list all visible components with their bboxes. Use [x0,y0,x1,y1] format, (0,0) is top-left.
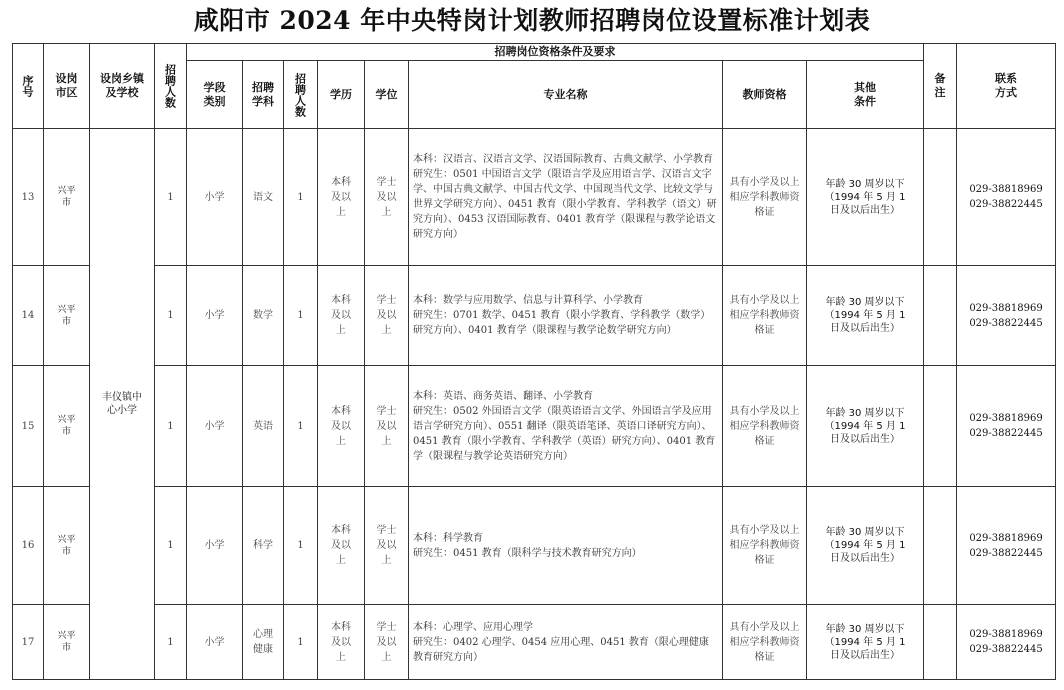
header-stage: 学段类别 [187,61,243,129]
recruitment-table [12,43,1056,680]
cell-other: 年龄 30 周岁以下（1994 年 5 月 1 日及以后出生） [807,266,924,366]
cell-major: 本科：英语、商务英语、翻译、小学教育 研究生：0502 外国语言文学（限英语语言文学、外国语言学及应用语言学研究方向）、0551 翻译（限英语笔译、英语口译研究方向）、0451 教育（限小学教育、学科教学（英语）研究方向）、0401 教育学（限课程与教学论英语研究方向） [409,366,723,487]
cell-count: 1 [155,266,187,366]
cell-education: 本科及以上 [318,605,365,680]
cell-stage: 小学 [187,366,243,487]
cell-education: 本科及以上 [318,266,365,366]
cell-education: 本科及以上 [318,487,365,605]
cell-school: 丰仪镇中心小学 [90,129,155,680]
header-degree: 学位 [365,61,409,129]
cell-stage: 小学 [187,129,243,266]
cell-teacher-qual: 具有小学及以上相应学科教师资格证 [723,266,807,366]
cell-sub-count: 1 [284,605,318,680]
header-subject: 招聘学科 [243,61,284,129]
header-seq: 序号 [13,44,44,129]
cell-city: 兴平市 [44,605,90,680]
cell-contact: 029-38818969 029-38822445 [957,129,1056,266]
header-contact: 联系方式 [957,44,1056,129]
cell-seq: 14 [13,266,44,366]
cell-other: 年龄 30 周岁以下（1994 年 5 月 1 日及以后出生） [807,366,924,487]
cell-city: 兴平市 [44,129,90,266]
cell-degree: 学士及以上 [365,129,409,266]
cell-sub-count: 1 [284,266,318,366]
cell-sub-count: 1 [284,487,318,605]
cell-seq: 16 [13,487,44,605]
cell-major: 本科：心理学、应用心理学 研究生：0402 心理学、0454 应用心理、0451 教育（限心理健康教育研究方向） [409,605,723,680]
cell-stage: 小学 [187,266,243,366]
table-row [13,487,1056,605]
header-group: 招聘岗位资格条件及要求 [187,44,924,61]
cell-contact: 029-38818969 029-38822445 [957,605,1056,680]
cell-other: 年龄 30 周岁以下（1994 年 5 月 1 日及以后出生） [807,129,924,266]
cell-note [924,366,957,487]
cell-teacher-qual: 具有小学及以上相应学科教师资格证 [723,129,807,266]
cell-count: 1 [155,605,187,680]
cell-sub-count: 1 [284,129,318,266]
cell-other: 年龄 30 周岁以下（1994 年 5 月 1 日及以后出生） [807,487,924,605]
cell-degree: 学士及以上 [365,487,409,605]
cell-note [924,129,957,266]
cell-major: 本科：汉语言、汉语言文学、汉语国际教育、古典文献学、小学教育 研究生：0501 中国语言文学（限语言学及应用语言学、汉语言文字学、中国古典文献学、中国古代文学、中国现当代文学、比较文学与世界文学研究方向）、0451 教育（限小学教育、学科教学（语文）研究方向）、0453 汉语国际教育、0401 教育学（限课程与教学论语文研究方向） [409,129,723,266]
cell-contact: 029-38818969 029-38822445 [957,487,1056,605]
header-education: 学历 [318,61,365,129]
table-row [13,366,1056,487]
cell-note [924,487,957,605]
header-sub-count: 招聘人数 [284,61,318,129]
cell-city: 兴平市 [44,366,90,487]
table-row [13,266,1056,366]
cell-contact: 029-38818969 029-38822445 [957,266,1056,366]
cell-teacher-qual: 具有小学及以上相应学科教师资格证 [723,366,807,487]
cell-education: 本科及以上 [318,366,365,487]
cell-seq: 13 [13,129,44,266]
cell-contact: 029-38818969 029-38822445 [957,366,1056,487]
page-title: 咸阳市 2024 年中央特岗计划教师招聘岗位设置标准计划表 [193,6,871,35]
cell-count: 1 [155,129,187,266]
cell-note [924,605,957,680]
cell-seq: 15 [13,366,44,487]
cell-count: 1 [155,366,187,487]
cell-subject: 心理健康 [243,605,284,680]
cell-note [924,266,957,366]
cell-subject: 英语 [243,366,284,487]
cell-subject: 科学 [243,487,284,605]
cell-major: 本科：科学教育 研究生：0451 教育（限科学与技术教育研究方向） [409,487,723,605]
cell-stage: 小学 [187,487,243,605]
header-teacher-qual: 教师资格 [723,61,807,129]
cell-teacher-qual: 具有小学及以上相应学科教师资格证 [723,605,807,680]
cell-subject: 数学 [243,266,284,366]
cell-degree: 学士及以上 [365,266,409,366]
header-other: 其他条件 [807,61,924,129]
table-row [13,129,1056,266]
cell-education: 本科及以上 [318,129,365,266]
cell-major: 本科：数学与应用数学、信息与计算科学、小学教育 研究生：0701 数学、0451 教育（限小学教育、学科教学（数学）研究方向）、0401 教育学（限课程与教学论数学研究方向） [409,266,723,366]
cell-count: 1 [155,487,187,605]
header-count: 招聘人数 [155,44,187,129]
header-note: 备注 [924,44,957,129]
cell-degree: 学士及以上 [365,605,409,680]
cell-stage: 小学 [187,605,243,680]
cell-teacher-qual: 具有小学及以上相应学科教师资格证 [723,487,807,605]
header-city: 设岗市区 [44,44,90,129]
cell-sub-count: 1 [284,366,318,487]
cell-city: 兴平市 [44,266,90,366]
table-row [13,605,1056,680]
cell-city: 兴平市 [44,487,90,605]
cell-degree: 学士及以上 [365,366,409,487]
cell-subject: 语文 [243,129,284,266]
cell-seq: 17 [13,605,44,680]
header-town-school: 设岗乡镇及学校 [90,44,155,129]
header-major: 专业名称 [409,61,723,129]
cell-other: 年龄 30 周岁以下（1994 年 5 月 1 日及以后出生） [807,605,924,680]
